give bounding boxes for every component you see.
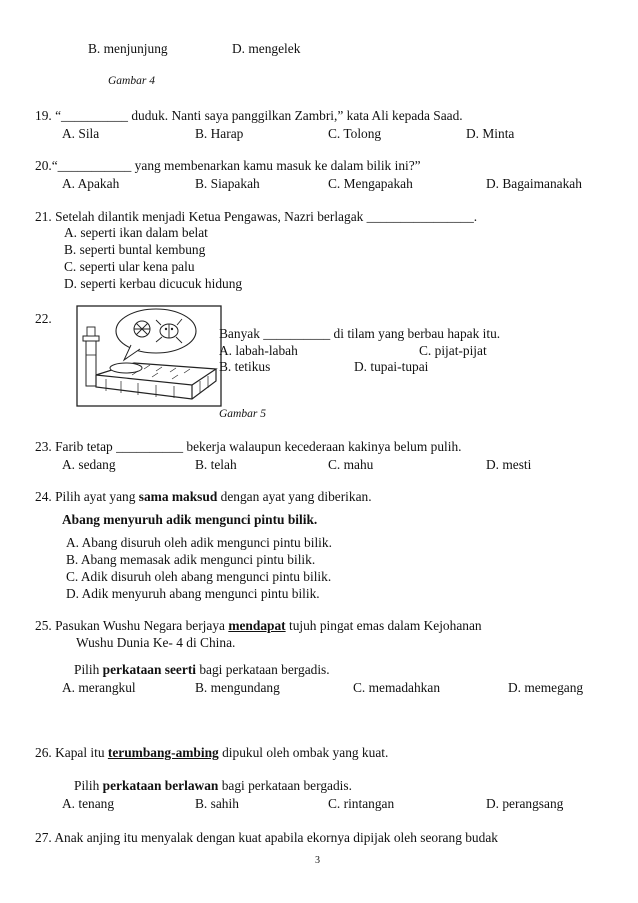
question-19: 19. “__________ duduk. Nanti saya panggilkan Zambri,” kata Ali kepada Saad. — [35, 108, 463, 123]
question-26 — [35, 745, 388, 761]
question-text: dipukul oleh ombak yang kuat. — [218, 745, 389, 760]
option-a: A. Sila — [62, 126, 100, 141]
option-d: D. mesti — [486, 457, 532, 472]
figure-caption: Gambar 5 — [219, 408, 266, 420]
figure-caption: Gambar 4 — [108, 75, 155, 87]
bed-illustration — [76, 305, 222, 407]
option-a: A. seperti ikan dalam belat — [64, 225, 208, 240]
emphasis-text: perkataan seerti — [102, 662, 196, 677]
option-c: C. Tolong — [328, 126, 382, 141]
page-number: 3 — [315, 855, 320, 866]
option-c: C. mahu — [328, 457, 374, 472]
option-d: D. Minta — [466, 126, 515, 141]
instruction-text: bagi perkataan bergadis. — [196, 662, 330, 677]
emphasis-text: perkataan berlawan — [102, 778, 219, 793]
option-d: D. memegang — [508, 680, 584, 695]
emphasis-text: sama maksud — [138, 489, 218, 504]
question-20: 20.“___________ yang membenarkan kamu masuk ke dalam bilik ini?” — [35, 158, 421, 173]
question-21: 21. Setelah dilantik menjadi Ketua Pengawas, Nazri berlagak ________________. — [35, 209, 478, 224]
option-b: B. menjunjung — [88, 41, 168, 56]
question-text: 24. Pilih ayat yang — [35, 489, 139, 504]
option-d: D. tupai-tupai — [354, 359, 429, 374]
keyword: terumbang-ambing — [107, 745, 219, 760]
option-b: B. sahih — [195, 796, 239, 811]
option-b: B. Siapakah — [195, 176, 260, 191]
option-a: A. tenang — [62, 796, 115, 811]
option-c: C. Mengapakah — [328, 176, 413, 191]
option-c: C. Adik disuruh oleh abang mengunci pintu bilik. — [66, 569, 332, 584]
question-text: dengan ayat yang diberikan. — [217, 489, 372, 504]
question-24 — [35, 489, 372, 505]
instruction — [74, 778, 352, 794]
option-c: C. seperti ular kena palu — [64, 259, 195, 274]
question-text: 26. Kapal itu — [35, 745, 108, 760]
option-b: B. mengundang — [195, 680, 280, 695]
question-22-sentence: Banyak __________ di tilam yang berbau hapak itu. — [219, 326, 501, 341]
option-d: D. seperti kerbau dicucuk hidung — [64, 276, 243, 291]
question-22-number: 22. — [35, 311, 52, 326]
question-25 — [35, 618, 482, 634]
keyword: mendapat — [228, 618, 286, 633]
option-b: B. Harap — [195, 126, 244, 141]
question-25-line2: Wushu Dunia Ke- 4 di China. — [76, 635, 236, 650]
instruction-text: Pilih — [74, 662, 103, 677]
question-text: tujuh pingat emas dalam Kejohanan — [285, 618, 482, 633]
option-b: B. seperti buntal kembung — [64, 242, 206, 257]
option-c: C. pijat-pijat — [419, 343, 487, 358]
option-b: B. tetikus — [219, 359, 271, 374]
option-a: A. sedang — [62, 457, 116, 472]
option-d: D. perangsang — [486, 796, 564, 811]
instruction-text: Pilih — [74, 778, 103, 793]
option-a: A. merangkul — [62, 680, 136, 695]
question-text: 25. Pasukan Wushu Negara berjaya — [35, 618, 229, 633]
option-c: C. memadahkan — [353, 680, 441, 695]
option-d: D. Bagaimanakah — [486, 176, 582, 191]
instruction — [74, 662, 330, 678]
option-b: B. Abang memasak adik mengunci pintu bilik. — [66, 552, 316, 567]
question-27: 27. Anak anjing itu menyalak dengan kuat apabila ekornya dipijak oleh seorang budak — [35, 830, 498, 845]
option-d: D. Adik menyuruh abang mengunci pintu bilik. — [66, 586, 320, 601]
instruction-text: bagi perkataan bergadis. — [218, 778, 352, 793]
question-23: 23. Farib tetap __________ bekerja walaupun kecederaan kakinya belum pulih. — [35, 439, 462, 454]
option-a: A. labah-labah — [219, 343, 298, 358]
option-a: A. Abang disuruh oleh adik mengunci pintu bilik. — [66, 535, 332, 550]
option-b: B. telah — [195, 457, 237, 472]
option-a: A. Apakah — [62, 176, 120, 191]
given-sentence: Abang menyuruh adik mengunci pintu bilik. — [62, 512, 318, 527]
option-d: D. mengelek — [232, 41, 301, 56]
option-c: C. rintangan — [328, 796, 395, 811]
